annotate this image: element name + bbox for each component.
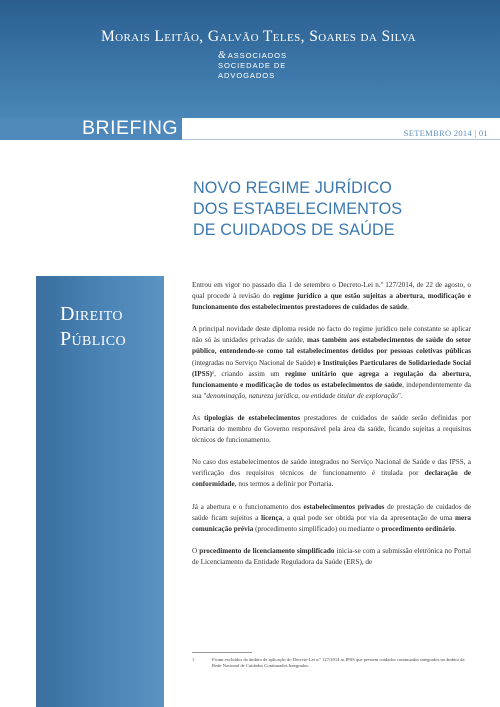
- text-run: O: [192, 546, 200, 555]
- article-body: [192, 280, 471, 579]
- bold-run: regime jurídico a que estão sujeitas a abertura, modificação e funcionamento dos estabelecimentos prestadores de cuidados de saúde: [192, 292, 471, 312]
- text-run: ".: [397, 391, 403, 400]
- bold-run: mera comunicação prévia: [192, 513, 471, 533]
- text-run: inicia-se com a submissão eletrónica no Portal de Licenciamento da Entidade Reguladora da Saúde (ERS), de: [192, 546, 471, 566]
- text-run: As: [192, 413, 204, 422]
- firm-name: Morais Leitão, Galvão Teles, Soares da Silva: [100, 28, 416, 45]
- bold-run: procedimento ordinário: [381, 524, 455, 533]
- section-title-line1: Direito: [60, 303, 123, 325]
- article-headline: [193, 178, 423, 241]
- text-run: Entrou em vigor no passado dia 1 de setembro o Decreto-Lei n.º 127/2014, de 22 de agosto, o qual procede à revisão do: [192, 281, 471, 301]
- text-run: Já a abertura e o funcionamento dos: [192, 502, 304, 511]
- headline-line3: DE CUIDADOS DE SAÚDE: [193, 221, 395, 239]
- text-run: , independentemente da sua ": [192, 380, 472, 400]
- section-title-line2: Público: [60, 328, 127, 350]
- text-run: prestadores de cuidados de saúde serão definidas por Portaria do membro do Governo responsável pela área da saúde, ficando sujeitas a requisitos técnicos de funcionamento.: [192, 413, 471, 445]
- text-run: , nos termos a definir por Portaria.: [234, 480, 334, 489]
- bold-run: procedimento de licenciamento simplificado: [199, 546, 335, 555]
- paragraph-4: [192, 457, 471, 490]
- issue-date: SETEMBRO 2014 | 01: [403, 128, 488, 138]
- header-rule: [182, 139, 500, 140]
- firm-subtitle: [218, 51, 308, 81]
- headline-line1: NOVO REGIME JURÍDICO: [193, 179, 392, 197]
- text-run: (integradas no Serviço Nacional de Saúde): [192, 358, 318, 367]
- text-run: ¹, criando assim um: [211, 369, 286, 378]
- bold-run: estabelecimentos privados: [303, 502, 385, 511]
- text-run: .: [407, 303, 409, 312]
- firm-subtitle-line2: SOCIEDADE DE: [218, 61, 287, 70]
- paragraph-1: [192, 280, 471, 313]
- headline-line2: DOS ESTABELECIMENTOS: [193, 200, 403, 218]
- firm-subtitle-line3: ADVOGADOS: [218, 71, 276, 80]
- text-run: A principal novidade deste diploma reside no facto do regime jurídico nele constante se aplicar não só às unidades privadas de saúde,: [192, 325, 471, 345]
- text-run: (procedimento simplificado) ou mediante o: [253, 524, 382, 533]
- bold-run: tipologias de estabelecimentos: [203, 413, 301, 422]
- paragraph-5: [192, 502, 471, 535]
- text-run: .: [454, 524, 457, 533]
- bold-run: declaração de conformidade: [192, 469, 472, 489]
- footnote-number: 1: [192, 657, 195, 662]
- paragraph-2: [192, 324, 471, 402]
- firm-subtitle-line1: ASSOCIADOS: [227, 51, 287, 60]
- text-run: , a qual pode ser obtida por via da apresentação de uma: [282, 513, 456, 522]
- paragraph-6: [192, 546, 471, 568]
- text-run: No caso dos estabelecimentos de saúde integrados no Serviço Nacional de Saúde e das IPSS, a verificação dos requisitos técnicos de funcionamento é titulada por: [192, 458, 471, 478]
- footnote: [192, 657, 471, 670]
- ampersand: &: [218, 50, 227, 61]
- bold-run: mas também aos estabelecimentos de saúde do setor público, entendendo-se como tal estabelecimentos detidos por pessoas coletivas públicas: [192, 336, 471, 356]
- bold-run: licença: [261, 513, 283, 522]
- text-run: de prestação de cuidados de saúde ficam sujeitos a: [192, 502, 471, 522]
- italic-run: denominação, natureza jurídica, ou entidade titular de exploração: [206, 391, 398, 400]
- footnote-text: Ficam excluídos do âmbito de aplicação do Decreto-Lei n.º 127/2014 as IPSS que prestem cuidados continuados integrados no âmbito da Rede Nacional de Cuidados Continuados Integrados.: [212, 657, 465, 669]
- bold-run: e Instituições Particulares de Solidariedade Social (IPSS): [192, 358, 471, 378]
- bold-run: regime unitário que agrega a regulação da abertura, funcionamento e modificação de todos os estabelecimentos de saúde: [192, 369, 472, 389]
- paragraph-3: [192, 413, 471, 446]
- footnote-divider: [192, 652, 252, 653]
- briefing-label: BRIEFING: [82, 117, 179, 139]
- section-title: [60, 302, 126, 352]
